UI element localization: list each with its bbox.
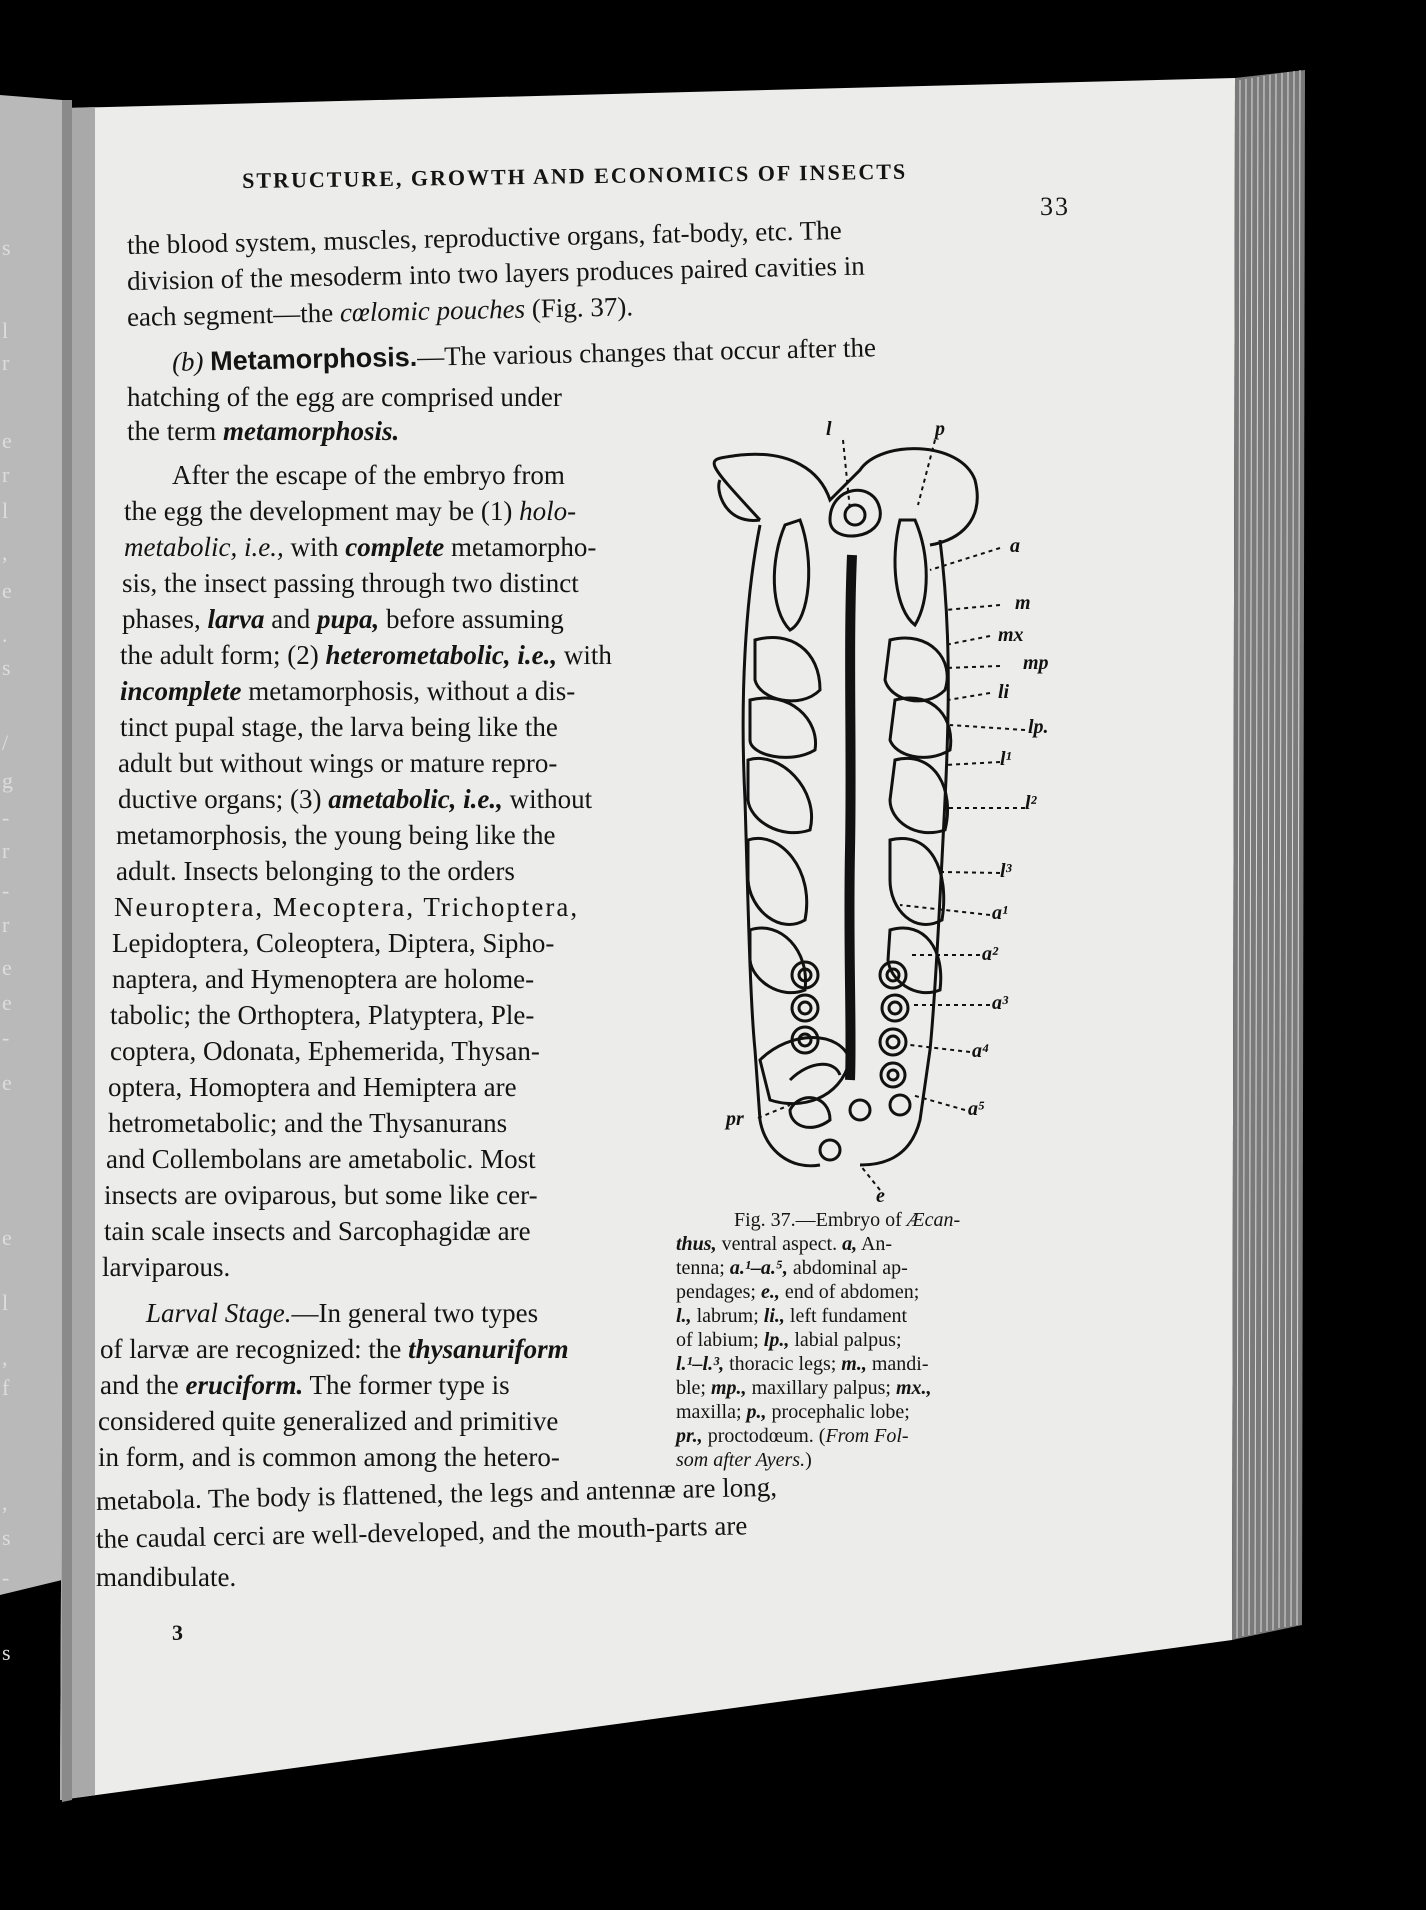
text-line: insects are oviparous, but some like cer- <box>104 1180 538 1210</box>
text-line: optera, Homoptera and Hemiptera are <box>108 1072 517 1102</box>
left-margin-char: , <box>2 540 8 565</box>
text-line: ductive organs; (3) ametabolic, i.e., without <box>118 784 593 814</box>
left-margin-char: f <box>2 1375 10 1400</box>
text-line: the caudal cerci are well-developed, and the mouth-parts are <box>95 1510 748 1554</box>
left-margin-char: s <box>2 1525 11 1550</box>
left-margin-char: s <box>2 1640 11 1665</box>
figure-label: li <box>998 681 1010 703</box>
figure-label: a¹ <box>992 902 1008 924</box>
figure-label: m <box>1015 592 1031 614</box>
text-line: (b) Metamorphosis.—The various changes that occur after the <box>171 332 877 377</box>
left-margin-char: - <box>2 1565 10 1590</box>
figure-label: a⁴ <box>972 1040 989 1062</box>
text-line: the blood system, muscles, reproductive organs, fat-body, etc. The <box>126 215 842 260</box>
figure-label: a² <box>982 943 998 965</box>
text-line: coptera, Odonata, Ephemerida, Thysan- <box>110 1036 540 1066</box>
page-number: 33 <box>1040 192 1070 221</box>
text-line: the egg the development may be (1) holo- <box>124 496 577 526</box>
left-margin-char: g <box>2 768 13 793</box>
text-line: the term metamorphosis. <box>127 416 400 446</box>
text-line: hatching of the egg are comprised under <box>127 382 562 412</box>
figure-label: a <box>1010 535 1020 557</box>
text-line: and the eruciform. The former type is <box>100 1370 510 1400</box>
text-line: metamorphosis, the young being like the <box>116 820 556 850</box>
figure-label: e <box>876 1185 885 1207</box>
text-line: each segment—the cœlomic pouches (Fig. 37). <box>126 291 634 332</box>
figure-label: pr <box>726 1108 744 1130</box>
text-line: the adult form; (2) heterometabolic, i.e., with <box>120 640 612 670</box>
left-margin-char: r <box>2 838 10 863</box>
left-margin-char: - <box>2 878 10 903</box>
figure-label: lp. <box>1028 716 1049 738</box>
text-line: tabolic; the Orthoptera, Platyptera, Ple- <box>110 1000 535 1030</box>
figure-label: a⁵ <box>968 1098 985 1120</box>
figure-label: mx <box>998 624 1024 646</box>
left-margin-char: r <box>2 462 10 487</box>
text-line: and Collembolans are ametabolic. Most <box>106 1144 536 1174</box>
figure-label: mp <box>1023 652 1049 674</box>
left-margin-char: l <box>2 498 9 523</box>
left-margin-char: e <box>2 578 12 603</box>
text-line: phases, larva and pupa, before assuming <box>122 604 564 634</box>
left-margin-char: , <box>2 1490 8 1515</box>
text-line: Larval Stage.—In general two types <box>146 1298 539 1328</box>
left-margin-char: l <box>2 318 9 343</box>
left-margin-char: , <box>2 1345 8 1370</box>
text-line: After the escape of the embryo from <box>172 460 565 490</box>
left-margin-char: . <box>2 622 8 647</box>
signature-mark: 3 <box>172 1620 183 1645</box>
text-line: larviparous. <box>102 1252 231 1282</box>
text-line: metabola. The body is flattened, the legs and antennæ are long, <box>95 1471 778 1516</box>
figure-label: l³ <box>1000 860 1012 882</box>
text-line: mandibulate. <box>96 1562 237 1592</box>
text-line: adult but without wings or mature repro- <box>118 748 558 778</box>
text-line: considered quite generalized and primitive <box>98 1406 559 1436</box>
left-margin-char: e <box>2 428 12 453</box>
left-margin-char: e <box>2 1070 12 1095</box>
figure-label: l¹ <box>1000 748 1012 770</box>
text-line: in form, and is common among the hetero- <box>98 1442 560 1472</box>
figure-label: l <box>826 418 832 440</box>
text-line: sis, the insect passing through two distinct <box>122 568 579 598</box>
left-margin-char: e <box>2 990 12 1015</box>
figure-label: l² <box>1025 792 1037 814</box>
left-margin-char: l <box>2 1290 9 1315</box>
text-line: tain scale insects and Sarcophagidæ are <box>104 1216 531 1246</box>
left-margin-char: r <box>2 912 10 937</box>
text-line: Neuroptera, Mecoptera, Trichoptera, <box>114 892 580 922</box>
text-line: naptera, and Hymenoptera are holome- <box>112 964 535 994</box>
left-margin-char: s <box>2 655 11 680</box>
text-line: tinct pupal stage, the larva being like the <box>120 712 558 742</box>
left-margin-char: - <box>2 805 10 830</box>
figure-label: p <box>935 418 945 440</box>
text-line: Lepidoptera, Coleoptera, Diptera, Sipho- <box>112 928 555 958</box>
text-line: incomplete metamorphosis, without a dis- <box>120 676 576 706</box>
text-line: hetrometabolic; and the Thysanurans <box>108 1108 508 1138</box>
left-margin-char: e <box>2 955 12 980</box>
left-margin-char: e <box>2 1225 12 1250</box>
left-margin-char: r <box>2 350 10 375</box>
left-margin-char: - <box>2 1025 10 1050</box>
left-margin-char: / <box>2 730 9 755</box>
text-line: of larvæ are recognized: the thysanuriform <box>100 1334 569 1364</box>
text-line: adult. Insects belonging to the orders <box>116 856 515 886</box>
figure-label: a³ <box>992 992 1008 1014</box>
running-title: STRUCTURE, GROWTH AND ECONOMICS OF INSECTS <box>242 158 908 193</box>
text-line: division of the mesoderm into two layers produces paired cavities in <box>126 250 865 296</box>
left-margin-char: s <box>2 235 11 260</box>
text-line: metabolic, i.e., with complete metamorpho- <box>124 532 597 562</box>
